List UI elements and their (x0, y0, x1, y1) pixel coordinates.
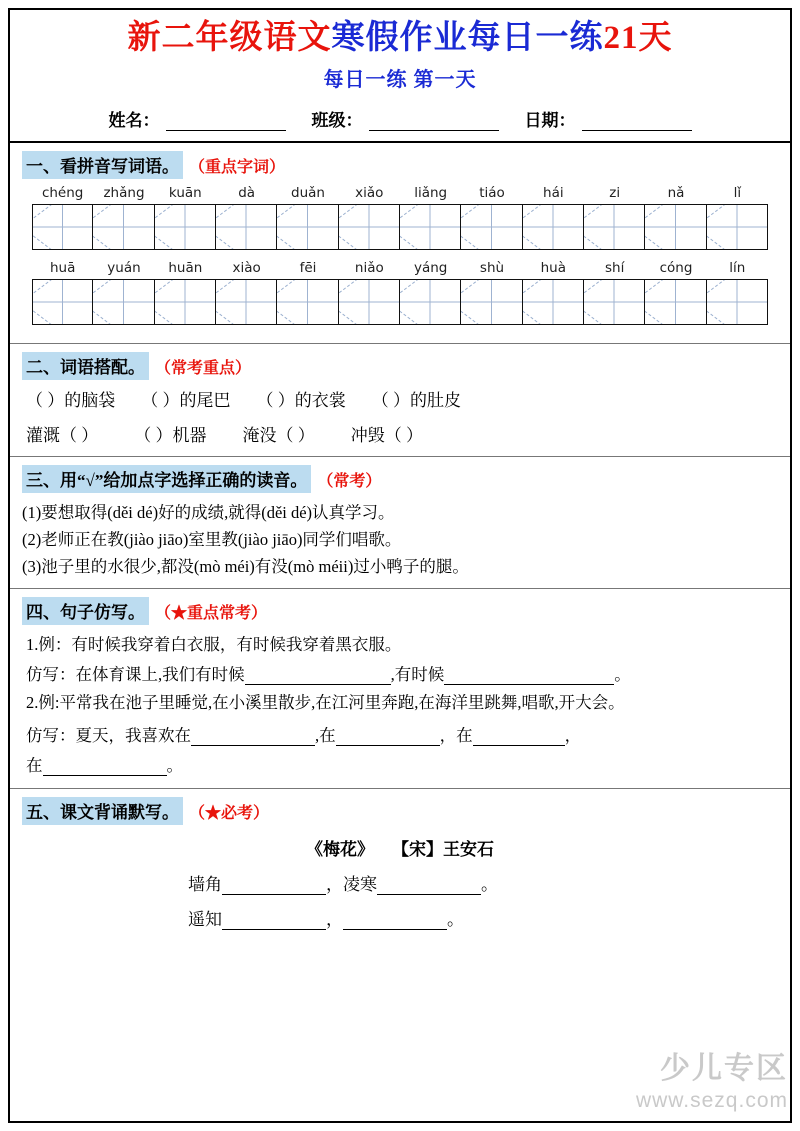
example-1-label: 1.例： (26, 635, 72, 655)
grid-diagonals-icon (216, 205, 276, 249)
name-input[interactable] (166, 113, 286, 131)
poem-line-1-b: ，凌寒 (326, 875, 377, 894)
section-1-title: 一、看拼音写词语。 (22, 151, 183, 179)
pinyin-label: huān (168, 260, 203, 277)
section-word-matching (10, 344, 790, 457)
imitate-1-text-b: ,有时候 (390, 665, 445, 685)
example-2-text: 平常我在池子里睡觉,在小溪里散步,在江河里奔跑,在海洋里跳舞,唱歌,开大会。 (59, 693, 625, 713)
tianzige-cell[interactable] (154, 204, 216, 250)
poem-line-2 (20, 905, 780, 930)
grid-diagonals-icon (93, 205, 153, 249)
grid-diagonals-icon (645, 205, 705, 249)
section-5-note: （★必考） (189, 804, 270, 822)
imitate-2-text-a: 夏天，我喜欢在 (75, 726, 191, 745)
title-part2: 寒假作业每日一练 (331, 20, 604, 56)
grid-diagonals-icon (216, 280, 276, 324)
tianzige-cell[interactable] (460, 279, 522, 325)
answer-blank[interactable] (43, 759, 167, 776)
tianzige-cell[interactable] (522, 279, 584, 325)
tianzige-cell[interactable] (92, 279, 154, 325)
pinyin-label: dà (238, 185, 256, 202)
pinyin-label: lǐ (733, 185, 742, 202)
pinyin-label: nǎ (667, 185, 685, 202)
tianzige-cell[interactable] (32, 204, 93, 250)
section-recitation (10, 789, 790, 942)
question-item[interactable]: (3)池子里的水很少,都没(mò méi)有没(mò méii)过小鸭子的腿。 (22, 557, 469, 577)
pinyin-label: shù (479, 260, 505, 277)
watermark-url: www.sezq.com (635, 1089, 788, 1112)
grid-diagonals-icon (400, 205, 460, 249)
pinyin-label: duǎn (291, 185, 325, 202)
section-pinyin-writing (10, 143, 790, 344)
tianzige-cell[interactable] (92, 204, 154, 250)
poem-line-2-b: ， (326, 910, 343, 929)
class-label: 班级： (311, 111, 363, 131)
imitate-1-text-c: 。 (614, 665, 631, 685)
pinyin-label: yáng (413, 260, 448, 277)
title-part3: 21天 (603, 20, 673, 56)
tianzige-cell[interactable] (399, 204, 461, 250)
match-item[interactable]: 冲毁（ ） (350, 426, 423, 446)
date-input[interactable] (582, 113, 692, 131)
pinyin-label: shí (604, 260, 625, 277)
pinyin-label: huà (540, 260, 567, 277)
imitate-2-text-c: ，在 (439, 726, 473, 745)
imitate-2-text-f: 。 (166, 756, 183, 775)
grid-diagonals-icon (707, 205, 767, 249)
section-3-heading (22, 465, 780, 493)
section-2-row-1 (26, 386, 780, 411)
match-item[interactable]: （ ）的肚皮 (371, 391, 461, 411)
grid-diagonals-icon (33, 280, 92, 324)
pinyin-label: hái (543, 185, 564, 202)
tianzige-cell[interactable] (215, 279, 277, 325)
grid-diagonals-icon (339, 205, 399, 249)
tianzige-cell[interactable] (338, 204, 400, 250)
grid-diagonals-icon (93, 280, 153, 324)
imitate-2-text-b: ,在 (315, 726, 336, 745)
question-item[interactable]: (1)要想取得(děi dé)好的成绩,就得(děi dé)认真学习。 (22, 503, 395, 523)
pinyin-label: tiáo (479, 185, 505, 202)
pinyin-block-row2 (20, 260, 780, 325)
poem-title-row (20, 835, 780, 860)
watermark-brand: 少儿专区 (660, 1052, 788, 1085)
tianzige-cell[interactable] (215, 204, 277, 250)
match-item[interactable]: （ ）的衣裳 (256, 391, 346, 411)
grid-diagonals-icon (400, 280, 460, 324)
pinyin-label: kuān (168, 185, 202, 202)
tianzige-row2 (20, 279, 780, 325)
section-sentence-imitation (10, 589, 790, 789)
tianzige-cell[interactable] (583, 279, 645, 325)
pinyin-label: zhǎng (103, 185, 145, 202)
grid-diagonals-icon (155, 205, 215, 249)
grid-diagonals-icon (33, 205, 92, 249)
tianzige-cell[interactable] (276, 204, 338, 250)
poem-line-1-c: 。 (481, 875, 498, 894)
poem-line-2-c: 。 (447, 910, 464, 929)
section-2-heading (22, 352, 780, 380)
tianzige-cell[interactable] (32, 279, 93, 325)
tianzige-cell[interactable] (706, 204, 768, 250)
tianzige-cell[interactable] (154, 279, 216, 325)
section-1-heading (22, 151, 780, 179)
grid-diagonals-icon (155, 280, 215, 324)
match-item[interactable]: （ ）机器 (134, 426, 207, 446)
match-item[interactable]: （ ）的脑袋 (26, 391, 116, 411)
answer-blank[interactable] (336, 729, 440, 746)
section-4-note: （★重点常考） (155, 604, 268, 622)
poem-line-1-a: 墙角 (188, 875, 222, 894)
tianzige-cell[interactable] (522, 204, 584, 250)
grid-diagonals-icon (277, 280, 337, 324)
imitate-2-line-cont (26, 752, 780, 776)
imitate-1-label: 仿写： (26, 665, 76, 685)
pinyin-label: fēi (299, 260, 317, 277)
section-choose-pronunciation (10, 457, 790, 589)
tianzige-cell[interactable] (399, 279, 461, 325)
pinyin-labels-row1 (20, 185, 780, 204)
pinyin-label: niǎo (354, 260, 384, 277)
poem-author: 【宋】王安石 (392, 840, 494, 859)
section-1-note: （重点字词） (189, 158, 286, 176)
section-3-title: 三、用“√”给加点字选择正确的读音。 (22, 465, 311, 493)
tianzige-cell[interactable] (460, 204, 522, 250)
tianzige-row1 (20, 204, 780, 250)
grid-diagonals-icon (645, 280, 705, 324)
imitate-2-line (26, 722, 780, 746)
pinyin-label: chéng (41, 185, 84, 202)
imitate-2-label: 仿写： (26, 726, 76, 745)
pinyin-label: cóng (659, 260, 693, 277)
answer-blank[interactable] (343, 913, 447, 930)
section-2-note: （常考重点） (155, 359, 252, 377)
answer-blank[interactable] (444, 668, 614, 685)
example-2-label: 2.例: (26, 693, 60, 713)
imitate-1-line (26, 661, 780, 685)
section-5-heading (22, 797, 780, 825)
answer-blank[interactable] (191, 729, 315, 746)
grid-diagonals-icon (523, 205, 583, 249)
imitate-2-text-e: 在 (26, 756, 43, 775)
grid-diagonals-icon (523, 280, 583, 324)
pinyin-label: huā (49, 260, 76, 277)
match-item[interactable]: （ ）的尾巴 (141, 391, 231, 411)
tianzige-cell[interactable] (644, 204, 706, 250)
date-label: 日期： (524, 111, 576, 131)
pinyin-label: liǎng (414, 185, 448, 202)
example-2-line (26, 691, 780, 716)
answer-blank[interactable] (222, 913, 326, 930)
name-label: 姓名： (108, 111, 160, 131)
example-1-text: 有时候我穿着白衣服，有时候我穿着黑衣服。 (71, 635, 402, 655)
grid-diagonals-icon (461, 205, 521, 249)
grid-diagonals-icon (339, 280, 399, 324)
pinyin-labels-row2 (20, 260, 780, 279)
tianzige-cell[interactable] (338, 279, 400, 325)
section-2-row-2 (26, 421, 780, 446)
answer-blank[interactable] (377, 878, 481, 895)
class-input[interactable] (369, 113, 499, 131)
student-info-row (10, 106, 790, 135)
poem-line-1 (20, 870, 780, 895)
poem-title: 《梅花》 (306, 840, 374, 859)
tianzige-cell[interactable] (706, 279, 768, 325)
answer-blank[interactable] (222, 878, 326, 895)
section-4-heading (22, 597, 780, 625)
page-title (10, 18, 790, 59)
section-5-title: 五、课文背诵默写。 (22, 797, 183, 825)
grid-diagonals-icon (277, 205, 337, 249)
grid-diagonals-icon (584, 205, 644, 249)
section-2-title: 二、词语搭配。 (22, 352, 149, 380)
tianzige-cell[interactable] (644, 279, 706, 325)
tianzige-cell[interactable] (583, 204, 645, 250)
answer-blank[interactable] (473, 729, 565, 746)
pinyin-label: yuán (107, 260, 141, 277)
worksheet-header (10, 10, 790, 143)
imitate-2-text-d: ， (564, 726, 582, 745)
tianzige-cell[interactable] (276, 279, 338, 325)
pinyin-block-row1 (20, 185, 780, 250)
title-part1: 新二年级语文 (127, 20, 332, 56)
match-item[interactable]: 灌溉（ ） (26, 426, 99, 446)
answer-blank[interactable] (245, 668, 391, 685)
pinyin-label: zi (609, 185, 621, 202)
grid-diagonals-icon (461, 280, 521, 324)
pinyin-label: lín (729, 260, 746, 277)
match-item[interactable]: 淹没（ ） (242, 426, 315, 446)
imitate-1-text-a: 在体育课上,我们有时候 (75, 665, 245, 685)
section-3-note: （常考） (317, 472, 382, 490)
pinyin-label: xiào (232, 260, 261, 277)
question-item[interactable]: (2)老师正在教(jiào jiāo)室里教(jiào jiāo)同学们唱歌。 (22, 530, 402, 550)
section-4-title: 四、句子仿写。 (22, 597, 149, 625)
pinyin-label: xiǎo (355, 185, 384, 202)
worksheet-page (8, 8, 792, 1123)
example-1-line (26, 631, 780, 655)
page-subtitle: 每日一练 第一天 (323, 69, 477, 92)
grid-diagonals-icon (707, 280, 767, 324)
grid-diagonals-icon (584, 280, 644, 324)
poem-line-2-a: 遥知 (188, 910, 222, 929)
